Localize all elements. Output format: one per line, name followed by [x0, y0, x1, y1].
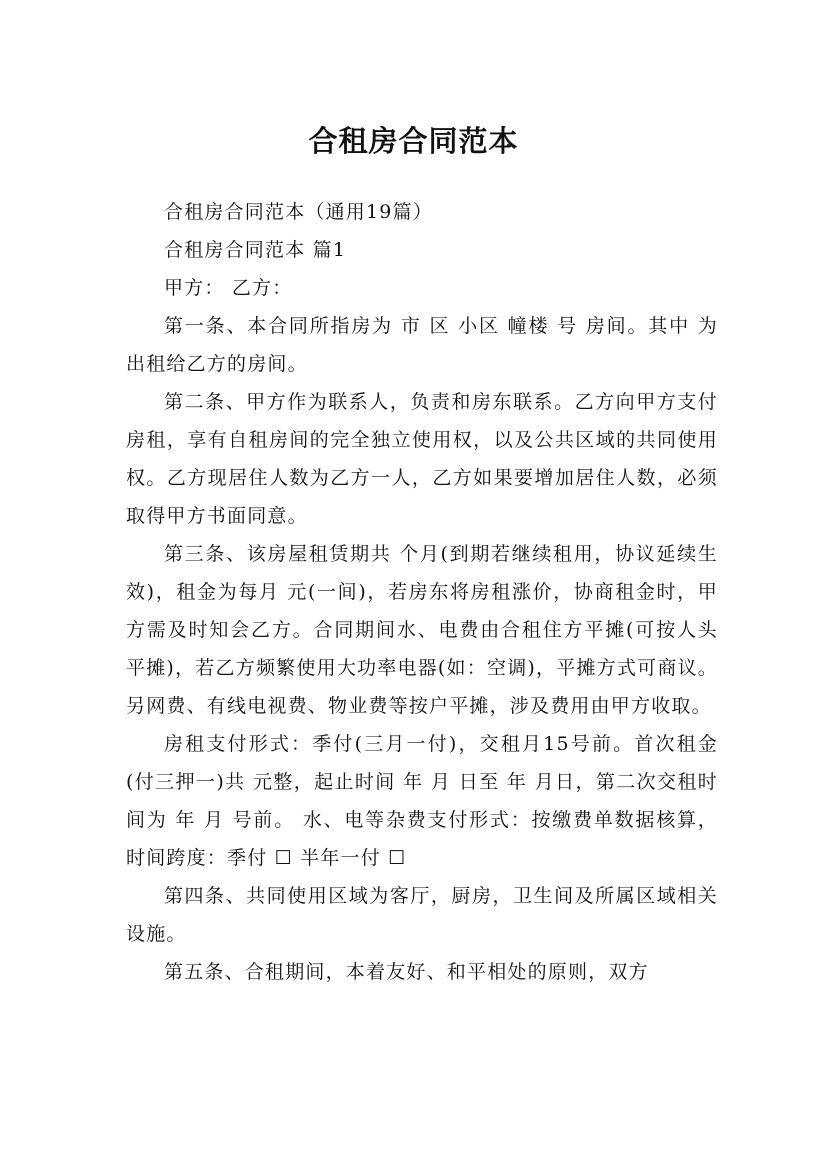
- paragraph-article-2: 第二条、甲方作为联系人，负责和房东联系。乙方向甲方支付房租，享有自租房间的完全独立使用权，以及公共区域的共同使用权。乙方现居住人数为乙方一人，乙方如果要增加居住人数，必须取得甲方书面同意。: [126, 391, 718, 527]
- paragraph-article-3: 第三条、该房屋租赁期共 个月(到期若继续租用，协议延续生效)，租金为每月 元(一间)，若房东将房租涨价，协商租金时，甲方需及时知会乙方。合同期间水、电费由合租住方平摊(可按人头平摊)，若乙方频繁使用大功率电器(如：空调)，平摊方式可商议。另网费、有线电视费、物业费等按户平摊，涉及费用由甲方收取。: [126, 543, 718, 717]
- document-body: [126, 193, 718, 991]
- document-title: 合租房合同范本: [308, 124, 519, 159]
- paragraph-subtitle: 合租房合同范本（通用19篇）: [164, 201, 433, 223]
- paragraph-parties: 甲方： 乙方：: [164, 277, 293, 299]
- paragraph-article-1: 第一条、本合同所指房为 市 区 小区 幢楼 号 房间。其中 为出租给乙方的房间。: [126, 315, 718, 375]
- paragraph-article-4: 第四条、共同使用区域为客厅，厨房，卫生间及所属区域相关设施。: [126, 885, 718, 945]
- paragraph-article-5: 第五条、合租期间，本着友好、和平相处的原则，双方: [164, 961, 649, 983]
- paragraph-payment-terms: 房租支付形式：季付(三月一付)，交租月15号前。首次租金(付三押一)共 元整，起止时间 年 月 日至 年 月日，第二次交租时间为 年 月 号前。 水、电等杂费支付形式：按缴费单数据核算，时间跨度：季付 ☐ 半年一付 ☐: [126, 733, 718, 869]
- paragraph-section-heading: 合租房合同范本 篇1: [164, 239, 347, 261]
